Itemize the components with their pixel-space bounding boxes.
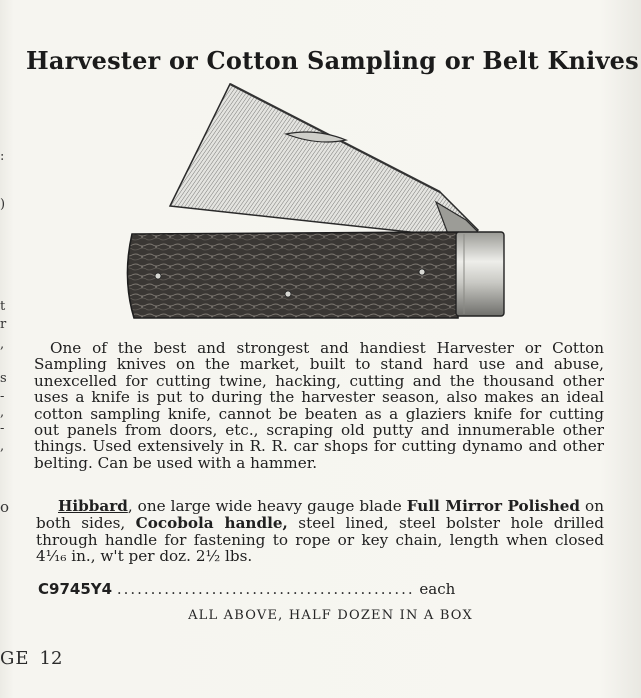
- knife-bolster: [456, 232, 504, 316]
- knife-handle: [127, 232, 458, 318]
- bleed-char: s: [0, 371, 7, 386]
- brand-name: Hibbard: [58, 497, 128, 515]
- price-unit: each: [419, 580, 456, 598]
- margin-bleed-text: [0, 0, 12, 698]
- order-line: [38, 580, 598, 598]
- page-label: GE: [0, 648, 30, 669]
- bleed-char: -: [0, 389, 5, 404]
- bleed-char: o: [0, 498, 10, 516]
- spec-emphasis: Full Mirror Polished: [406, 497, 581, 515]
- knife-illustration: [118, 82, 518, 332]
- spec-text: on both sides,: [36, 497, 604, 532]
- bleed-char: ,: [0, 439, 5, 454]
- bleed-char: -: [0, 421, 5, 436]
- bleed-char: :: [0, 149, 5, 164]
- spec-emphasis: Cocobola handle,: [135, 513, 288, 532]
- description-text: One of the best and strongest and handiest Harvester or Cotton Sampling knives on the market, built to stand hard use and abuse, unexcelled for cutting twine, hacking, cutting and the thousand other uses a knife is put to during the harvester season, also makes an ideal cotton sampling knife, cannot be beaten as a glaziers knife for cutting out panels from doors, etc., scraping old putty and innumerable other things. Used extensively in R. R. car shops for cutting dynamo and other belting. Can be used with a hammer.: [34, 339, 604, 472]
- knife-blade: [170, 84, 478, 240]
- spec-text: steel lined, steel bolster hole drilled through handle for fastening to rope or key chain, length when closed 4¹⁄₁₆ in., w't per doz. 2½ lbs.: [36, 513, 605, 566]
- page-number: [0, 648, 62, 669]
- bleed-char: t: [0, 299, 6, 314]
- packing-note-text: ALL ABOVE, HALF DOZEN IN A BOX: [188, 608, 473, 623]
- leader-dots: ............................................: [116, 580, 415, 598]
- page-number-value: 12: [39, 648, 63, 669]
- page-title: Harvester or Cotton Sampling or Belt Knives: [26, 46, 639, 75]
- bleed-char: ): [0, 197, 6, 212]
- bleed-char: ,: [0, 337, 5, 352]
- product-spec: [36, 498, 604, 565]
- bleed-char: ,: [0, 405, 5, 420]
- spec-text: , one large wide heavy gauge blade: [127, 497, 407, 515]
- packing-note: [0, 608, 641, 623]
- bleed-char: r: [0, 317, 7, 332]
- product-description: [34, 340, 604, 471]
- catalog-number: C9745Y4: [38, 580, 113, 598]
